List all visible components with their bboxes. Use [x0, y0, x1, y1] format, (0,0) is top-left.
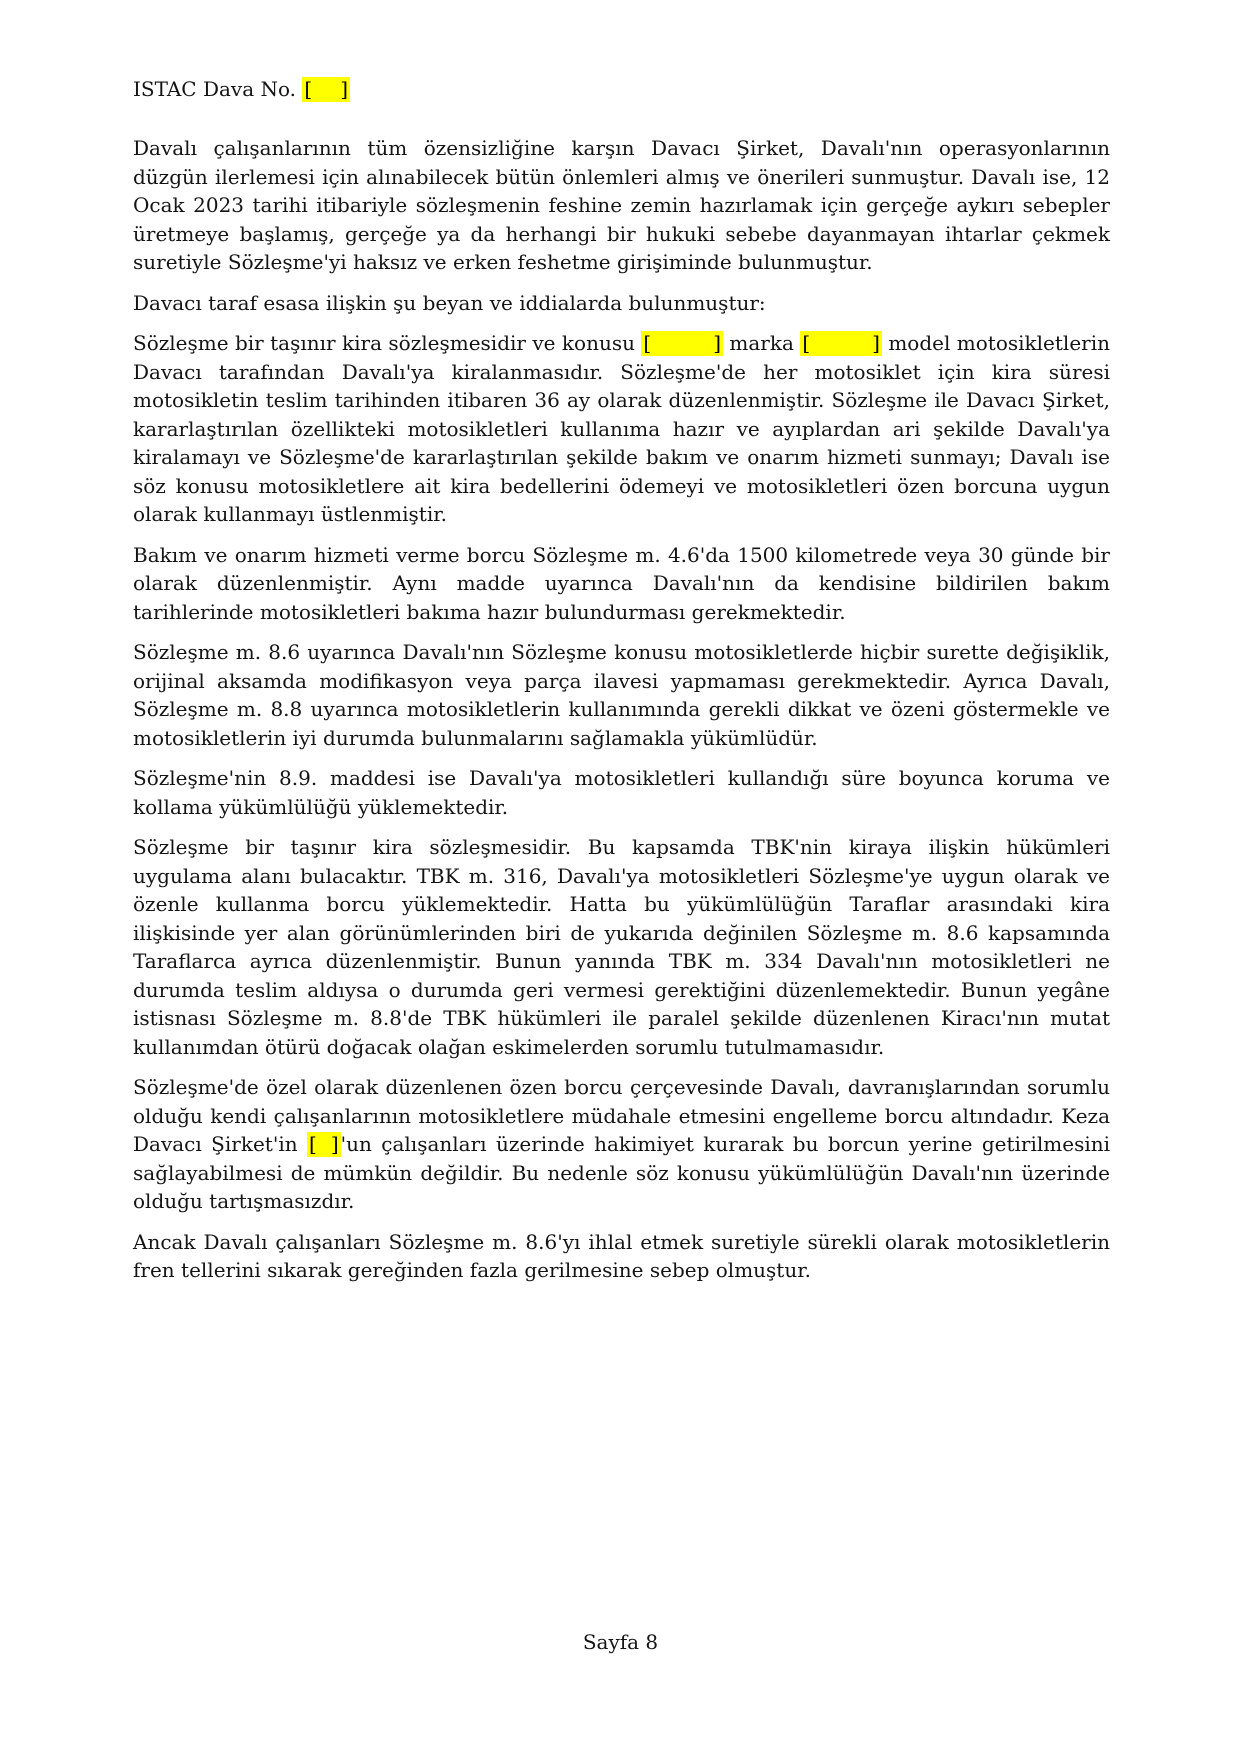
redaction-open-bracket: [	[304, 77, 313, 101]
redaction-close-bracket: ]	[872, 331, 880, 355]
document-paragraphs	[133, 134, 1110, 1285]
paragraph	[133, 1228, 1110, 1285]
document-footer	[0, 1628, 1241, 1656]
paragraph-text: Sözleşme'nin 8.9. maddesi ise Davalı'ya motosikletleri kullandığı süre boyunca koruma ve kollama yükümlülüğü yüklemektedir.	[133, 766, 1110, 819]
redacted-case-number	[302, 77, 350, 102]
redacted-text	[800, 331, 882, 356]
paragraph	[133, 289, 1110, 318]
redaction-open-bracket: [	[309, 1132, 317, 1156]
paragraph-text: marka	[723, 331, 801, 355]
paragraph-text: Davacı taraf esasa ilişkin şu beyan ve iddialarda bulunmuştur:	[133, 290, 766, 315]
paragraph-text: Davalı çalışanlarının tüm özensizliğine karşın Davacı Şirket, Davalı'nın operasyonlarının düzgün ilerlemesi için alınabilecek bütün önlemleri almış ve önerileri sunmuştur. Davalı ise, 12 Ocak 2023 tarihi itibariyle sözleşmenin feshine zemin hazırlamak için gerçeğe aykırı sebepler üretmeye başlamış, gerçeğe ya da herhangi bir hukuki sebebe dayanmayan ihtarlar çekmek suretiyle Sözleşme'yi haksız ve erken feshetme girişiminde bulunmuştur.	[133, 136, 1110, 274]
redaction-open-bracket: [	[643, 331, 652, 355]
case-number-label: ISTAC Dava No.	[133, 77, 297, 101]
paragraph	[133, 638, 1110, 752]
document-header	[133, 75, 1110, 103]
paragraph-text: Ancak Davalı çalışanları Sözleşme m. 8.6'yı ihlal etmek suretiyle sürekli olarak motosikletlerin fren tellerini sıkarak gereğinden fazla gerilmesine sebep olmuştur.	[133, 1229, 1110, 1282]
redacted-text	[307, 1132, 341, 1157]
paragraph-text: 'un çalışanları üzerinde hakimiyet kurarak bu borcun yerine getirilmesini sağlayabilmesi de mümkün değildir. Bu nedenle söz konusu yükümlülüğün Davalı'nın üzerinde olduğu tartışmasızdır.	[133, 1132, 1111, 1213]
paragraph	[133, 764, 1110, 821]
paragraph	[133, 1073, 1110, 1216]
paragraph-text: Sözleşme bir taşınır kira sözleşmesidir. Bu kapsamda TBK'nin kiraya ilişkin hükümleri uygulama alanı bulacaktır. TBK m. 316, Davalı'ya motosikletleri Sözleşme'ye uygun olarak ve özenle kullanma borcu yüklemektedir. Hatta bu yükümlülüğün Taraflar arasındaki kira ilişkisinde yer alan görünümlerinden biri de yukarıda değinilen Sözleşme m. 8.6 kapsamında Taraflarca ayrıca düzenlenmiştir. Bunun yanında TBK m. 334 Davalı'nın motosikletleri ne durumda teslim aldıysa o durumda geri vermesi gerektiğini düzenlemektedir. Bunun yegâne istisnası Sözleşme m. 8.8'de TBK hükümleri ile paralel şekilde düzenlenen Kiracı'nın mutat kullanımdan ötürü doğacak olağan eskimelerden sorumlu tutulmamasıdır.	[133, 835, 1110, 1059]
paragraph-text: Sözleşme m. 8.6 uyarınca Davalı'nın Sözleşme konusu motosikletlerde hiçbir surette değişiklik, orijinal aksamda modifikasyon veya parça ilavesi yapmaması gerekmektedir. Ayrıca Davalı, Sözleşme m. 8.8 uyarınca motosikletlerin kullanımında gerekli dikkat ve özeni göstermekle ve motosikletlerin iyi durumda bulunmalarını sağlamakla yükümlüdür.	[133, 640, 1110, 750]
paragraph	[133, 134, 1110, 277]
paragraph-text: model motosikletlerin Davacı tarafından Davalı'ya kiralanmasıdır. Sözleşme'de her motosiklet için kira süresi motosikletin teslim tarihinden itibaren 36 ay olarak düzenlenmiştir. Sözleşme ile Davacı Şirket, kararlaştırılan özellikteki motosikletleri kullanıma hazır ve ayıplardan ari şekilde Davalı'ya kiralamayı ve Sözleşme'de kararlaştırılan şekilde bakım ve onarım hizmeti sunmayı; Davalı ise söz konusu motosikletlere ait kira bedellerini ödemeyi ve motosikletleri özen borcuna uygun olarak kullanmayı üstlenmiştir.	[133, 331, 1110, 526]
paragraph-text: Sözleşme'de özel olarak düzenlenen özen borcu çerçevesinde Davalı, davranışlarından sorumlu olduğu kendi çalışanlarının motosikletlere müdahale etmesini engelleme borcu altındadır. Keza Davacı Şirket'in	[133, 1075, 1110, 1156]
paragraph	[133, 329, 1110, 529]
redaction-open-bracket: [	[802, 331, 811, 355]
redaction-close-bracket: ]	[340, 77, 349, 101]
paragraph-text: Sözleşme bir taşınır kira sözleşmesidir ve konusu	[133, 331, 642, 355]
page-number: Sayfa 8	[582, 1630, 659, 1654]
paragraph	[133, 833, 1110, 1061]
redacted-text	[641, 331, 723, 356]
redaction-close-bracket: ]	[713, 331, 721, 355]
paragraph-text: Bakım ve onarım hizmeti verme borcu Sözleşme m. 4.6'da 1500 kilometrede veya 30 günde bir olarak düzenlenmiştir. Aynı madde uyarınca Davalı'nın da kendisine bildirilen bakım tarihlerinde motosikletleri bakıma hazır bulundurması gerekmektedir.	[133, 542, 1110, 624]
redaction-close-bracket: ]	[330, 1132, 339, 1156]
paragraph	[133, 541, 1110, 627]
